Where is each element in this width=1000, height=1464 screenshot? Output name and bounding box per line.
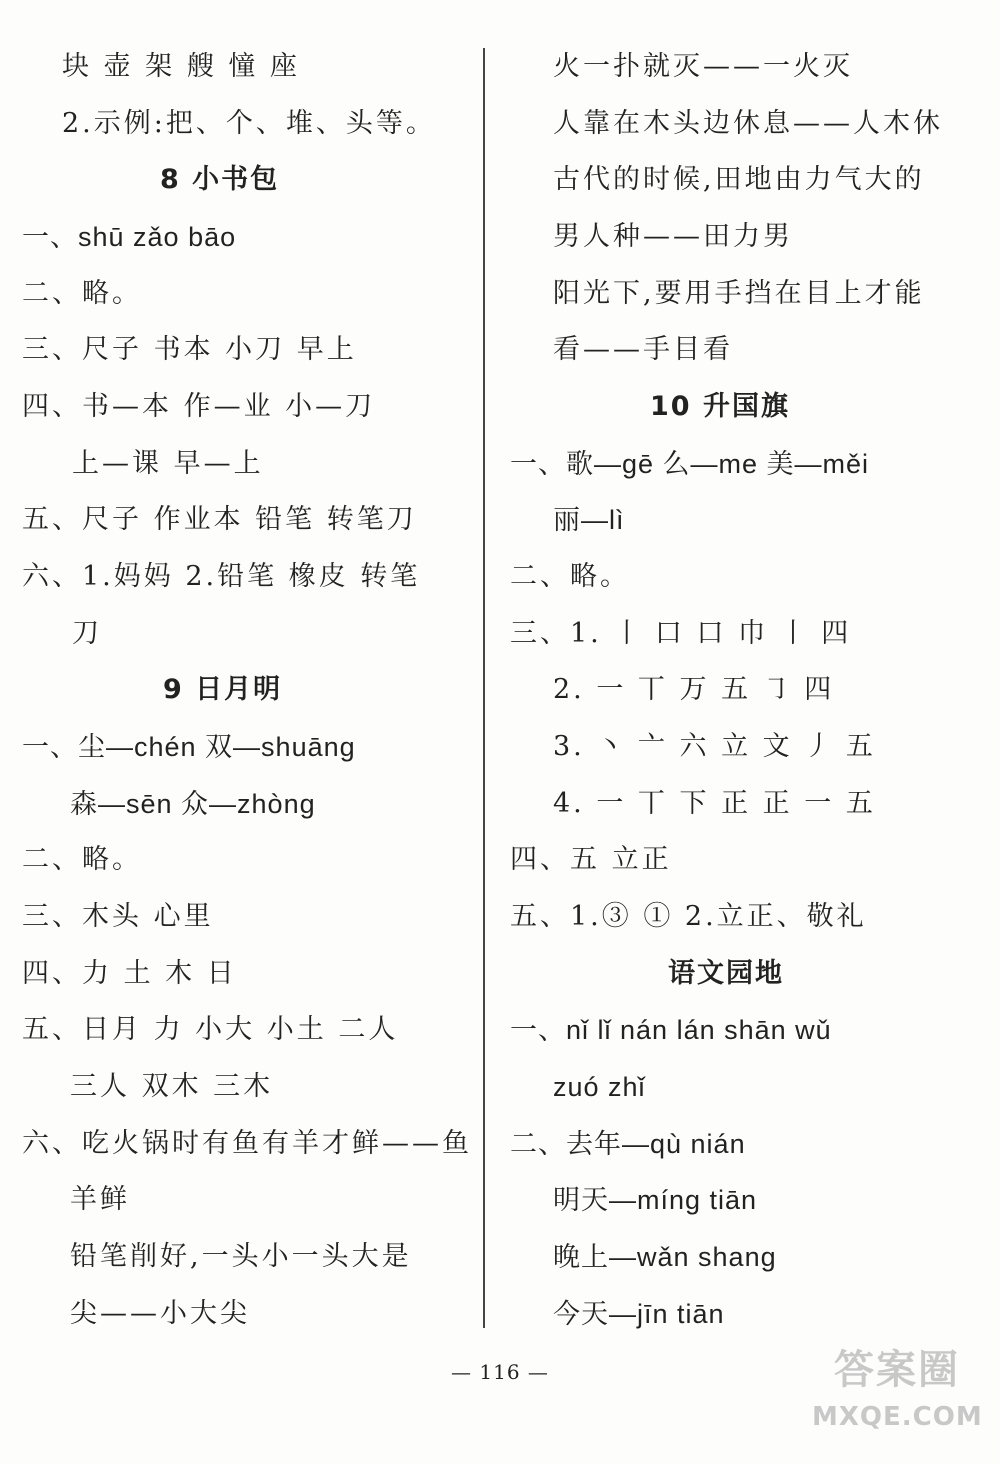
answer-line: 火一扑就灭——一火灭 <box>553 51 853 82</box>
answer-line: 明天—míng tiān <box>553 1185 758 1215</box>
section-heading: 语文园地 <box>668 958 784 989</box>
answer-line: 四、力 土 木 日 <box>22 958 237 989</box>
answer-line: 三、木头 心里 <box>22 901 214 932</box>
watermark-main: 答案圈 <box>834 1347 960 1393</box>
answer-line: 五、1.③ ① 2.立正、敬礼 <box>510 901 867 932</box>
answer-line: 二、略。 <box>510 561 630 592</box>
section-heading: 10 升国旗 <box>650 391 790 422</box>
answer-line: 2. 一 丅 万 五 ㇆ 四 <box>553 674 835 705</box>
answer-line: 阳光下,要用手挡在目上才能 <box>553 278 925 309</box>
answer-line: 六、1.妈妈 2.铅笔 橡皮 转笔 <box>22 561 421 592</box>
answer-line: 尖——小大尖 <box>70 1298 250 1329</box>
page-number: — 116 — <box>451 1360 549 1384</box>
watermark-logo <box>812 1340 982 1450</box>
section-heading: 8 小书包 <box>160 164 280 195</box>
answer-line: 羊鲜 <box>70 1184 130 1215</box>
answer-line: 一、尘—chén 双—shuāng <box>22 732 356 762</box>
answer-line: 丽—lì <box>553 505 625 535</box>
answer-line: 六、吃火锅时有鱼有羊才鲜——鱼 <box>22 1128 472 1159</box>
answer-line: 古代的时候,田地由力气大的 <box>553 164 925 195</box>
answer-line: 晚上—wǎn shang <box>553 1242 777 1272</box>
answer-line: 2.示例:把、个、堆、头等。 <box>62 108 436 139</box>
answer-line: 四、书—本 作—业 小—刀 <box>22 391 376 422</box>
answer-line: 三人 双木 三木 <box>70 1071 274 1102</box>
answer-line: 人靠在木头边休息——人木休 <box>553 108 943 139</box>
answer-line: 3. 丶 亠 六 立 文 丿 五 <box>553 731 876 762</box>
answer-line: 一、nǐ lǐ nán lán shān wǔ <box>510 1015 832 1045</box>
answer-line: 三、1. 丨 口 口 巾 丨 四 <box>510 618 852 649</box>
answer-line: 五、尺子 作业本 铅笔 转笔刀 <box>22 504 417 535</box>
answer-line: 一、shū zǎo bāo <box>22 222 237 252</box>
column-divider <box>483 48 485 1328</box>
answer-line: 块 壶 架 艘 憧 座 <box>62 51 300 82</box>
answer-line: 二、略。 <box>22 844 142 875</box>
answer-line: 三、尺子 书本 小刀 早上 <box>22 334 357 365</box>
answer-line: 四、五 立正 <box>510 844 672 875</box>
answer-line: 铅笔削好,一头小一头大是 <box>70 1241 412 1272</box>
answer-line: 4. 一 丅 下 正 正 一 五 <box>553 788 876 819</box>
watermark-sub: MXQE.COM <box>812 1402 983 1432</box>
answer-line: 森—sēn 众—zhòng <box>70 789 316 819</box>
answer-line: 今天—jīn tiān <box>553 1299 725 1329</box>
answer-line: zuó zhǐ <box>553 1072 646 1102</box>
answer-line: 看——手目看 <box>553 334 733 365</box>
answer-line: 男人种——田力男 <box>553 221 793 252</box>
section-heading: 9 日月明 <box>163 674 283 705</box>
answer-line: 刀 <box>72 618 102 649</box>
answer-line: 五、日月 力 小大 小土 二人 <box>22 1014 399 1045</box>
answer-line: 一、歌—gē 么—me 美—měi <box>510 449 870 479</box>
answer-line: 上—课 早—上 <box>72 448 264 479</box>
answer-line: 二、略。 <box>22 278 142 309</box>
answer-line: 二、去年—qù nián <box>510 1129 746 1159</box>
